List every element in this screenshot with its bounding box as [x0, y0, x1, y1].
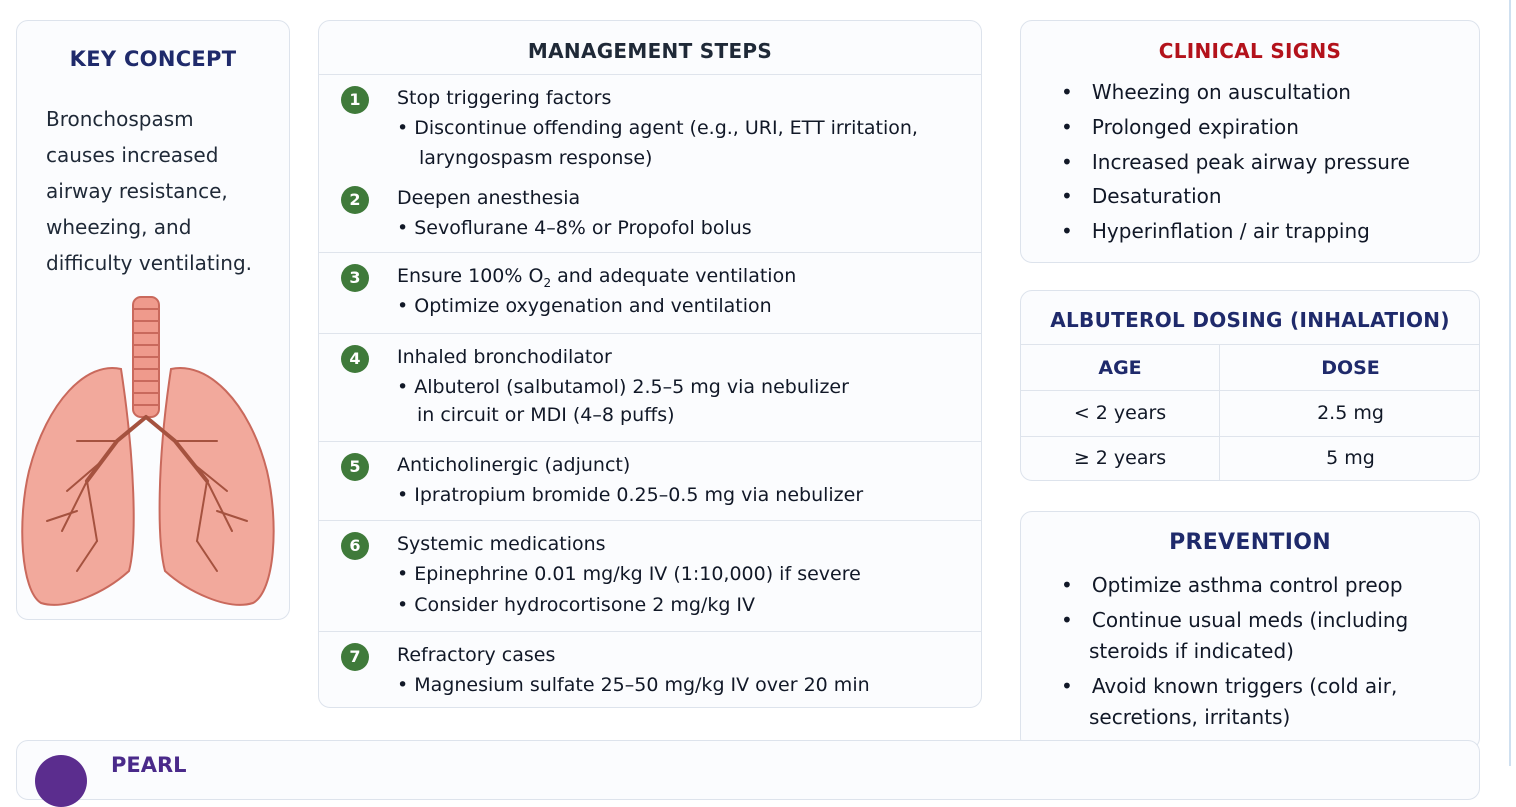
step-number-badge: 4 — [341, 345, 369, 373]
key-concept-card — [16, 20, 290, 620]
key-concept-line: causes increased — [46, 143, 219, 167]
list-item: • Hyperinflation / air trapping — [1061, 219, 1370, 243]
key-concept-line: difficulty ventilating. — [46, 251, 253, 275]
step-title: Anticholinergic (adjunct) — [397, 454, 631, 476]
step-bullet: • Magnesium sulfate 25–50 mg/kg IV over 20 min — [397, 674, 870, 696]
pearl-card — [16, 740, 1480, 800]
management-title: MANAGEMENT STEPS — [527, 39, 773, 63]
step-bullet: in circuit or MDI (4–8 puffs) — [417, 404, 675, 426]
divider — [319, 252, 981, 253]
list-item: • Increased peak airway pressure — [1061, 150, 1410, 174]
divider — [319, 333, 981, 334]
list-item: • Avoid known triggers (cold air, — [1061, 674, 1398, 698]
table-header-age: AGE — [1098, 357, 1142, 379]
key-concept-title: KEY CONCEPT — [69, 47, 237, 71]
key-concept-line: wheezing, and — [46, 215, 192, 239]
albuterol-dosing-card — [1020, 290, 1480, 481]
lungs-illustration — [17, 291, 291, 621]
list-item: • Wheezing on auscultation — [1061, 80, 1351, 104]
step-number-badge: 3 — [341, 264, 369, 292]
albuterol-title: ALBUTEROL DOSING (INHALATION) — [1050, 308, 1450, 332]
step-title: Systemic medications — [397, 533, 606, 555]
clinical-signs-card — [1020, 20, 1480, 263]
step-bullet: • Albuterol (salbutamol) 2.5–5 mg via nebulizer — [397, 376, 849, 398]
step-number-badge: 1 — [341, 86, 369, 114]
divider — [319, 74, 981, 75]
table-divider — [1021, 436, 1479, 437]
prevention-card — [1020, 511, 1480, 750]
step-number-badge: 2 — [341, 186, 369, 214]
table-divider — [1021, 344, 1479, 345]
step-number-badge: 7 — [341, 643, 369, 671]
step-bullet: • Epinephrine 0.01 mg/kg IV (1:10,000) if severe — [397, 563, 861, 585]
step-number-badge: 6 — [341, 532, 369, 560]
key-concept-line: Bronchospasm — [46, 107, 194, 131]
step-bullet: • Consider hydrocortisone 2 mg/kg IV — [397, 594, 756, 616]
step-bullet: • Optimize oxygenation and ventilation — [397, 295, 772, 317]
step-title: Stop triggering factors — [397, 87, 612, 109]
divider — [319, 441, 981, 442]
step-title: Refractory cases — [397, 644, 556, 666]
step-number-badge: 5 — [341, 453, 369, 481]
step-bullet: • Sevoflurane 4–8% or Propofol bolus — [397, 217, 752, 239]
table-divider — [1021, 390, 1479, 391]
step-title: Ensure 100% $O_2$ and adequate ventilation — [397, 265, 797, 290]
step-bullet: • Ipratropium bromide 0.25–0.5 mg via nebulizer — [397, 484, 864, 506]
table-cell: 2.5 mg — [1317, 402, 1384, 424]
step-bullet: laryngospasm response) — [419, 147, 653, 169]
list-item: • Optimize asthma control preop — [1061, 573, 1403, 597]
divider — [319, 520, 981, 521]
step-title: Inhaled bronchodilator — [397, 346, 612, 368]
step-bullet: • Discontinue offending agent (e.g., URI, ETT irritation, — [397, 117, 918, 139]
pearl-icon — [35, 755, 87, 807]
list-item-continuation: secretions, irritants) — [1089, 705, 1291, 729]
table-cell: ≥ 2 years — [1073, 447, 1167, 469]
list-item: • Continue usual meds (including — [1061, 608, 1409, 632]
pearl-title: PEARL — [111, 753, 187, 777]
prevention-title: PREVENTION — [1169, 530, 1331, 555]
divider — [319, 631, 981, 632]
table-cell: < 2 years — [1073, 402, 1167, 424]
key-concept-line: airway resistance, — [46, 179, 228, 203]
list-item: • Desaturation — [1061, 184, 1222, 208]
step-title: Deepen anesthesia — [397, 187, 581, 209]
management-steps-card — [318, 20, 982, 708]
list-item-continuation: steroids if indicated) — [1089, 639, 1294, 663]
table-cell: 5 mg — [1326, 447, 1375, 469]
scrollbar-edge — [1509, 0, 1511, 766]
list-item: • Prolonged expiration — [1061, 115, 1299, 139]
table-header-dose: DOSE — [1321, 357, 1380, 379]
clinical-signs-title: CLINICAL SIGNS — [1158, 39, 1342, 63]
key-concept-text — [46, 101, 276, 281]
